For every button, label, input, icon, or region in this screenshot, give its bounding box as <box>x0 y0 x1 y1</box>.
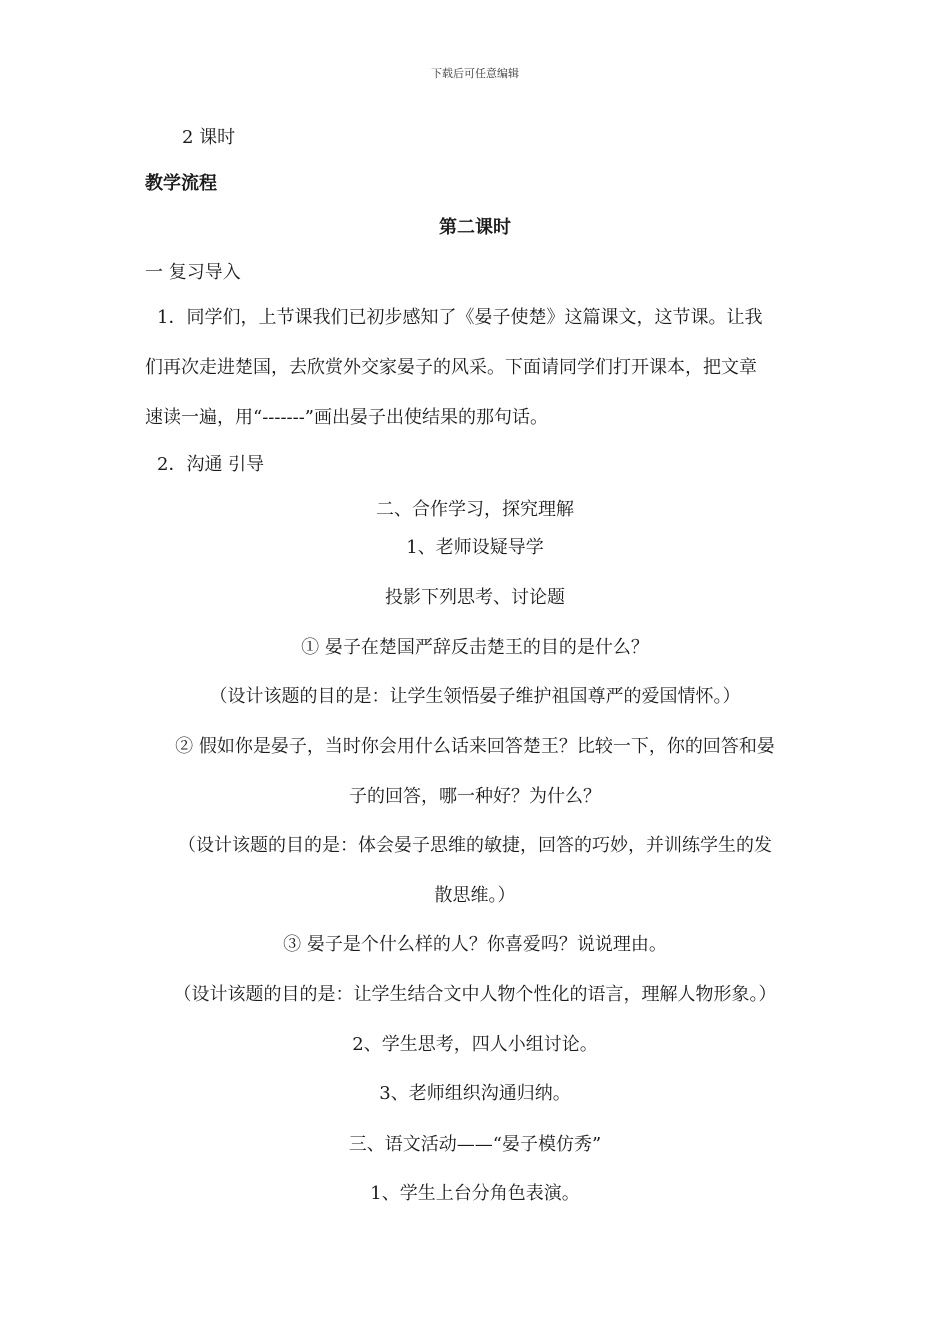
question-1: ① 晏子在楚国严辞反击楚王的目的是什么？ <box>301 637 649 658</box>
part3-heading: 三、语文活动——“晏子模仿秀” <box>348 1134 602 1155</box>
question-2-line1: ② 假如你是晏子，当时你会用什么话来回答楚王？比较一下，你的回答和晏 <box>175 736 775 757</box>
question-2-note-line2: 散思维。） <box>434 885 516 906</box>
part1-heading: 一 复习导入 <box>145 262 241 283</box>
class-hours: 2 课时 <box>182 127 236 148</box>
part2-intro: 投影下列思考、讨论题 <box>385 587 565 608</box>
question-3-note: （设计该题的目的是：让学生结合文中人物个性化的语言，理解人物形象。） <box>173 984 777 1005</box>
part3-step1: 1、学生上台分角色表演。 <box>370 1183 580 1204</box>
section-title: 教学流程 <box>145 173 217 194</box>
part2-step1: 1、老师设疑导学 <box>406 537 544 558</box>
part2-step3: 3、老师组织沟通归纳。 <box>379 1083 571 1104</box>
page-header: 下载后可任意编辑 <box>431 67 519 80</box>
part2-step2: 2、学生思考，四人小组讨论。 <box>352 1034 598 1055</box>
question-2-note-line1: （设计该题的目的是：体会晏子思维的敏捷，回答的巧妙，并训练学生的发 <box>178 835 772 856</box>
part1-item2: 2．沟通 引导 <box>157 454 265 475</box>
part1-item1-line3: 速读一遍，用“-------”画出晏子出使结果的那句话。 <box>145 407 548 428</box>
question-1-note: （设计该题的目的是：让学生领悟晏子维护祖国尊严的爱国情怀。） <box>209 686 741 707</box>
part1-item1-line2: 们再次走进楚国，去欣赏外交家晏子的风采。下面请同学们打开课本，把文章 <box>145 357 757 378</box>
lesson-title: 第二课时 <box>439 217 511 238</box>
question-2-line2: 子的回答，哪一种好？为什么？ <box>349 786 601 807</box>
part1-item1-line1: 1．同学们，上节课我们已初步感知了《晏子使楚》这篇课文，这节课。让我 <box>157 307 763 328</box>
part2-heading: 二、合作学习，探究理解 <box>376 499 574 520</box>
question-3: ③ 晏子是个什么样的人？你喜爱吗？说说理由。 <box>283 934 667 955</box>
